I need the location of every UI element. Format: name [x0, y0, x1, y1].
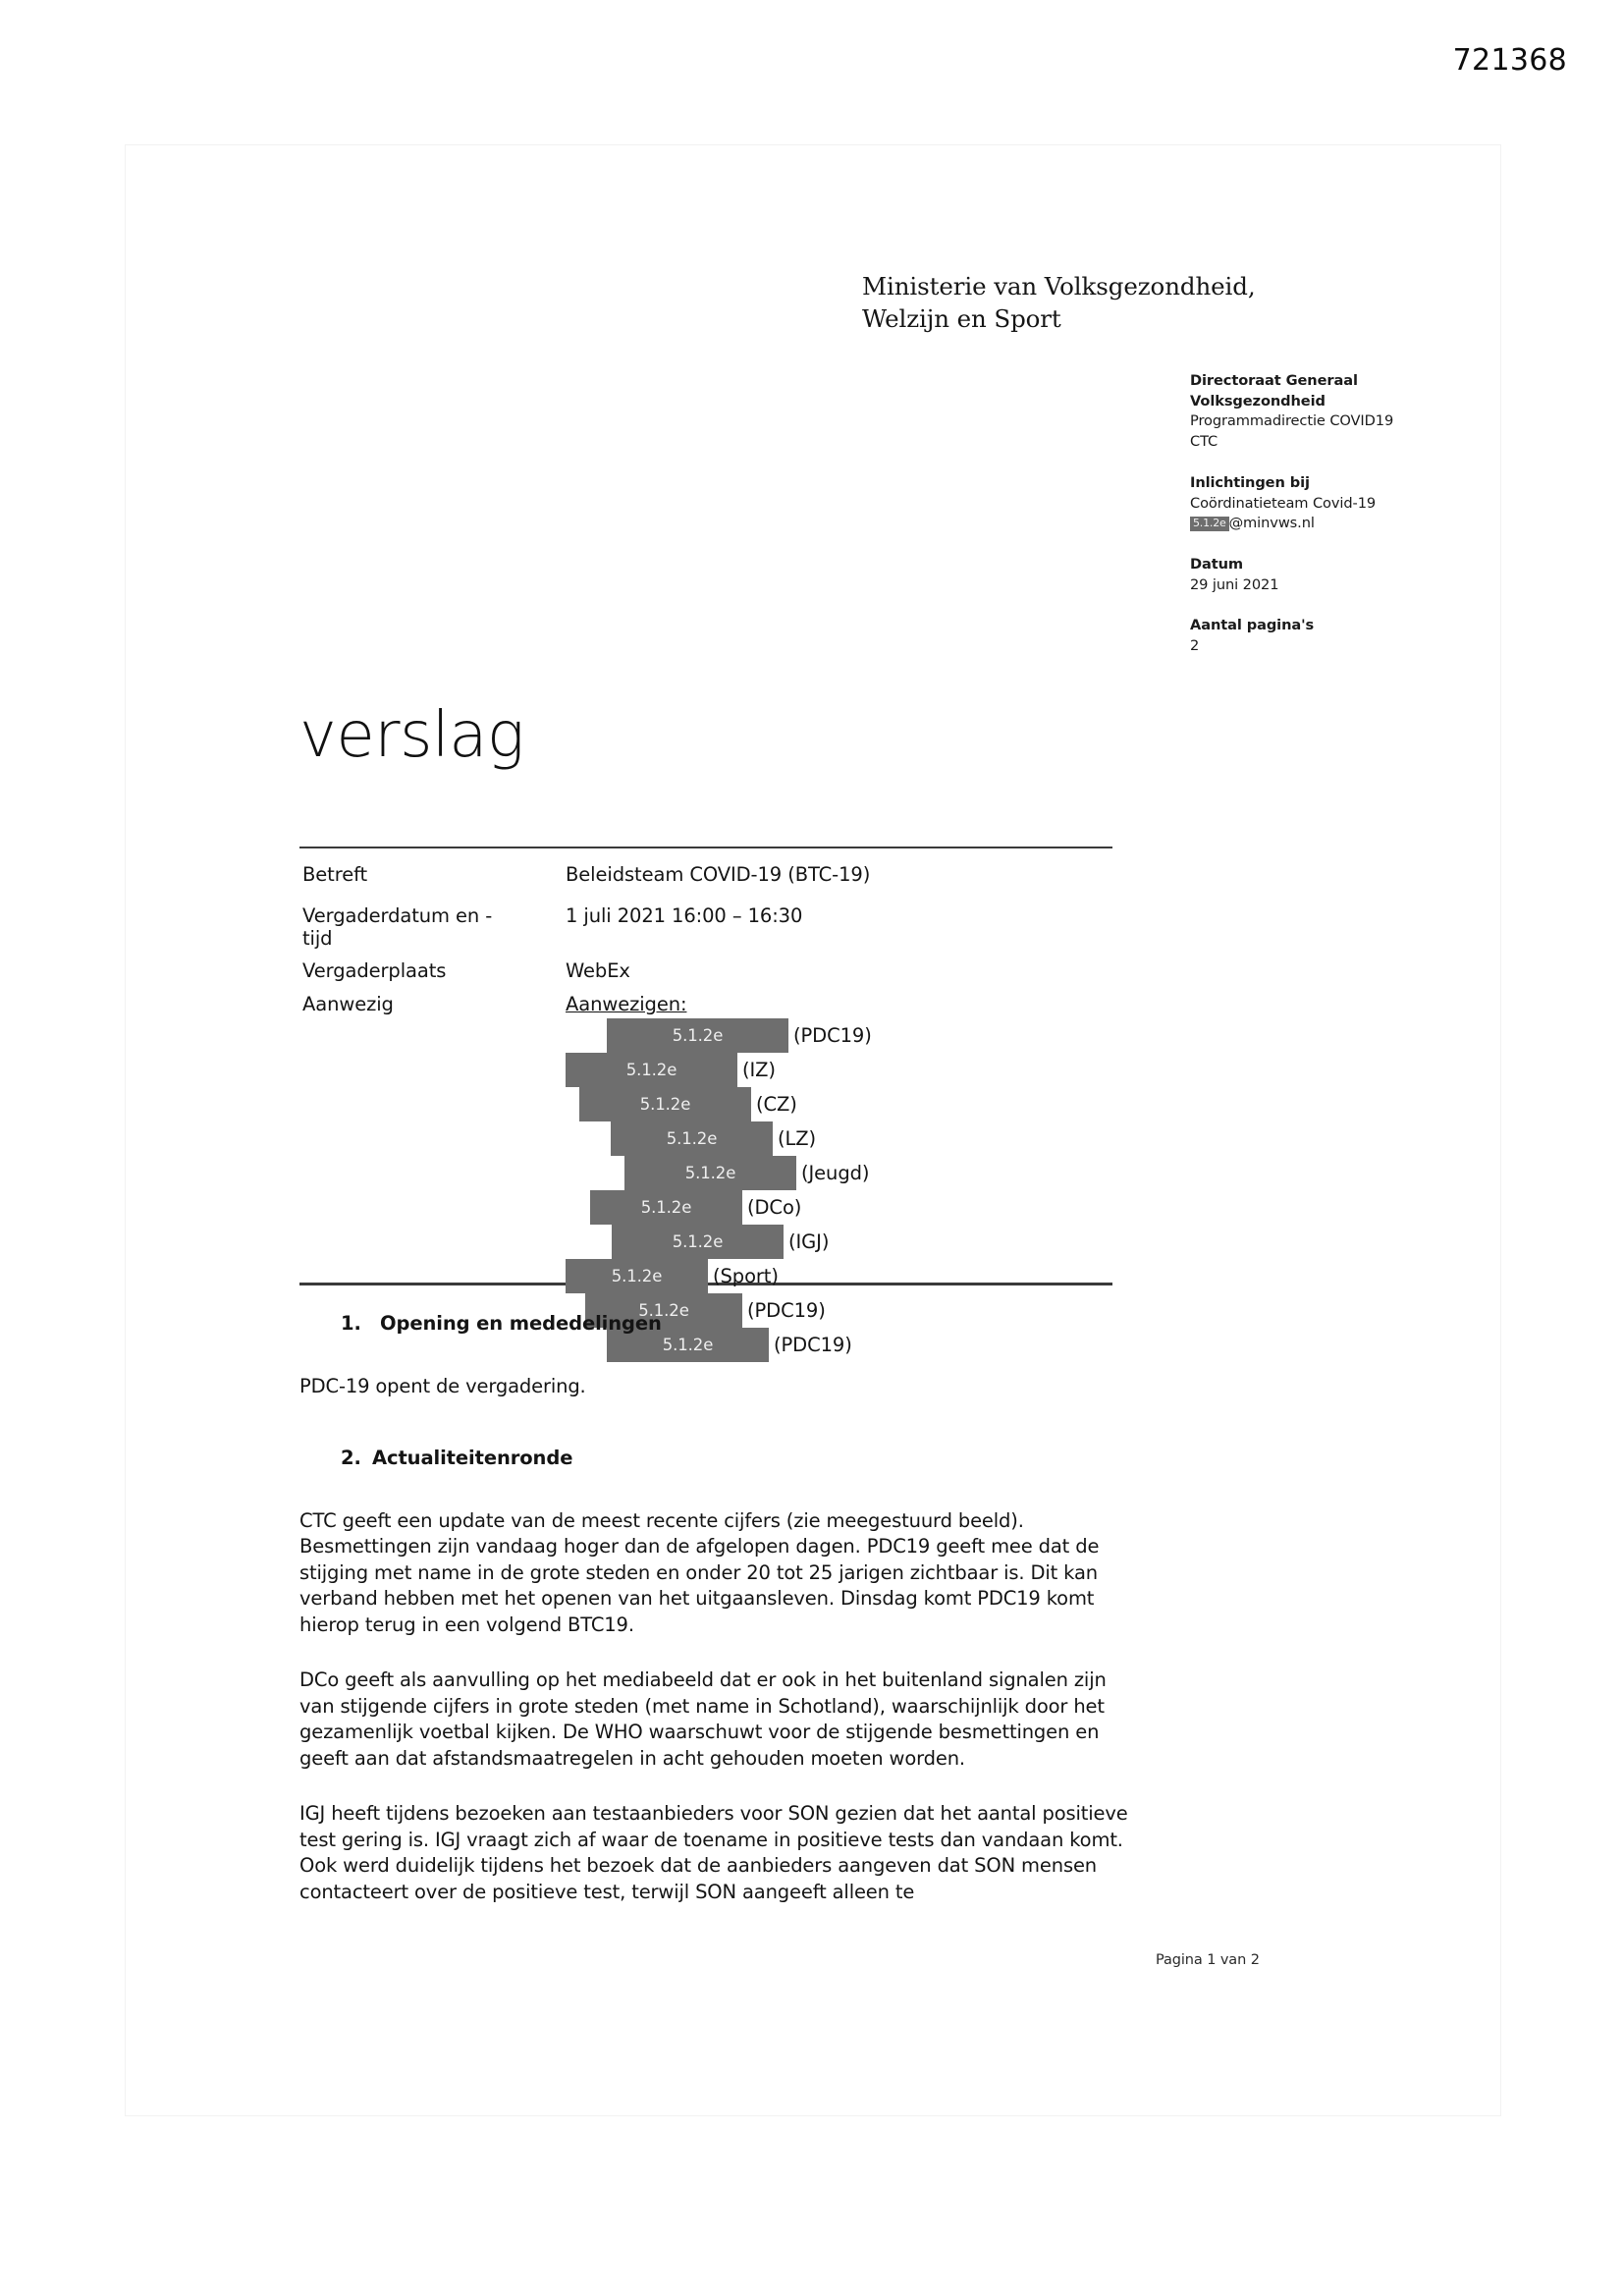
- document-metadata-column: [1190, 371, 1465, 657]
- meta-page-count: [1190, 616, 1465, 656]
- redaction-box: 5.1.2e: [579, 1087, 751, 1121]
- agenda-title-1: Opening en mededelingen: [380, 1312, 662, 1335]
- info-row-location: [302, 960, 1117, 994]
- directorate-value-line-2: CTC: [1190, 433, 1218, 451]
- agenda-number-1: 1.: [341, 1312, 361, 1335]
- redaction-box: 5.1.2e: [566, 1259, 708, 1293]
- location-value: WebEx: [566, 959, 630, 982]
- betreft-label: Betreft: [302, 863, 368, 886]
- attendees-heading: Aanwezigen:: [566, 993, 687, 1015]
- redaction-box: 5.1.2e: [566, 1053, 737, 1087]
- attendees-list: [566, 1018, 1117, 1362]
- email-domain: @minvws.nl: [1228, 515, 1315, 532]
- attendees-block: [566, 994, 1117, 1362]
- divider-top: [299, 847, 1112, 848]
- spacer: [299, 1638, 1144, 1667]
- agenda-2-paragraph-3: IGJ heeft tijdens bezoeken aan testaanbieders voor SON gezien dat het aantal positieve test gering is. IGJ vraagt zich af waar de toename in positieve tests dan vandaan komt. Ook werd duidelijk tijdens het bezoek dat de aanbieders aangeven dat SON mensen contacteert over de positieve test, terwijl SON aangeeft alleen te: [299, 1802, 1128, 1903]
- attendee-organisation: (LZ): [778, 1126, 817, 1150]
- page-footer: Pagina 1 van 2: [1156, 1952, 1260, 1968]
- directorate-value-line-1: Programmadirectie COVID19: [1190, 412, 1394, 430]
- agenda-2-paragraph-1: CTC geeft een update van de meest recente cijfers (zie meegestuurd beeld). Besmettingen zijn vandaag hoger dan de afgelopen dagen. PDC19 geeft mee dat de stijging met name in de grote steden en onder 20 tot 25 jarigen zichtbaar is. Dit kan verband hebben met het openen van het uitgaansleven. Dinsdag komt PDC19 komt hierop terug in een volgend BTC19.: [299, 1508, 1100, 1636]
- ministry-line-1: Ministerie van Volksgezondheid,: [862, 272, 1256, 301]
- contact-email: [1190, 514, 1465, 534]
- attendee-organisation: (CZ): [756, 1092, 797, 1116]
- info-row-meeting-datetime: [302, 905, 1117, 960]
- attendee-row: [566, 1053, 1117, 1087]
- redaction-box: 5.1.2e: [624, 1156, 796, 1190]
- directorate-label-line-1: Directoraat Generaal: [1190, 372, 1358, 389]
- agenda-heading-2: [299, 1447, 1144, 1469]
- date-value: 29 juni 2021: [1190, 575, 1279, 593]
- redaction-box: 5.1.2e: [590, 1190, 742, 1225]
- ministry-line-2: Welzijn en Sport: [862, 303, 1061, 333]
- meeting-datetime-label-line-1: Vergaderdatum en -: [302, 904, 493, 927]
- attendee-row: [566, 1087, 1117, 1121]
- meta-date: [1190, 555, 1465, 595]
- spacer: [299, 1335, 1144, 1374]
- page-count-value: 2: [1190, 637, 1200, 655]
- info-row-attendees: [302, 994, 1117, 1362]
- ministry-logo-text: [862, 271, 1256, 335]
- attendees-label: Aanwezig: [302, 993, 394, 1015]
- attendee-organisation: (PDC19): [774, 1333, 852, 1356]
- attendee-row: [566, 1190, 1117, 1225]
- meeting-datetime-label: [302, 905, 566, 951]
- redaction-box: 5.1.2e: [607, 1328, 769, 1362]
- attendee-row: [566, 1121, 1117, 1156]
- date-label: Datum: [1190, 556, 1244, 574]
- document-id-number: 721368: [1452, 43, 1567, 78]
- attendee-organisation: (Jeugd): [801, 1161, 870, 1184]
- attendee-organisation: (PDC19): [747, 1298, 826, 1322]
- agenda-heading-1: [299, 1312, 1144, 1335]
- redaction-box: 5.1.2e: [612, 1225, 784, 1259]
- agenda-paragraph-1: PDC-19 opent de vergadering.: [299, 1375, 586, 1397]
- location-label: Vergaderplaats: [302, 959, 447, 982]
- attendee-organisation: (DCo): [747, 1195, 802, 1219]
- meeting-datetime-value: 1 juli 2021 16:00 – 16:30: [566, 904, 803, 927]
- page-title: verslag: [299, 699, 524, 772]
- meta-contact: [1190, 473, 1465, 534]
- attendee-organisation: (Sport): [713, 1264, 779, 1287]
- agenda-title-2: Actualiteitenronde: [372, 1446, 573, 1469]
- meeting-info-table: [302, 864, 1117, 1362]
- meeting-datetime-label-line-2: tijd: [302, 926, 333, 950]
- attendee-row: [566, 1259, 1117, 1293]
- attendee-row: [566, 1225, 1117, 1259]
- redaction-box: 5.1.2e: [585, 1293, 742, 1328]
- attendee-row: [566, 1156, 1117, 1190]
- spacer: [299, 1772, 1144, 1801]
- redaction-box-email: 5.1.2e: [1190, 517, 1229, 531]
- attendee-row: [566, 1018, 1117, 1053]
- agenda-2-paragraph-2: DCo geeft als aanvulling op het mediabeeld dat er ook in het buitenland signalen zijn van stijgende cijfers in grote steden (met name in Schotland), waarschijnlijk door het gezamenlijk voetbal kijken. De WHO waarschuwt voor de stijgende besmettingen en geeft aan dat afstandsmaatregelen in acht gehouden moeten worden.: [299, 1668, 1107, 1770]
- info-row-betreft: [302, 864, 1117, 905]
- contact-label: Inlichtingen bij: [1190, 473, 1310, 491]
- contact-team-name: Coördinatieteam Covid-19: [1190, 494, 1377, 512]
- redaction-box: 5.1.2e: [607, 1018, 788, 1053]
- attendee-organisation: (IZ): [742, 1058, 776, 1081]
- agenda-number-2: 2.: [341, 1446, 361, 1469]
- meta-directorate: [1190, 371, 1465, 453]
- directorate-label-line-2: Volksgezondheid: [1190, 392, 1326, 410]
- betreft-value: Beleidsteam COVID-19 (BTC-19): [566, 863, 871, 886]
- page-count-label: Aantal pagina's: [1190, 617, 1315, 634]
- attendee-organisation: (PDC19): [793, 1023, 872, 1047]
- document-body: [299, 1312, 1144, 1905]
- redaction-box: 5.1.2e: [611, 1121, 773, 1156]
- attendee-organisation: (IGJ): [788, 1230, 830, 1253]
- spacer: [299, 1469, 1144, 1508]
- spacer: [299, 1400, 1144, 1447]
